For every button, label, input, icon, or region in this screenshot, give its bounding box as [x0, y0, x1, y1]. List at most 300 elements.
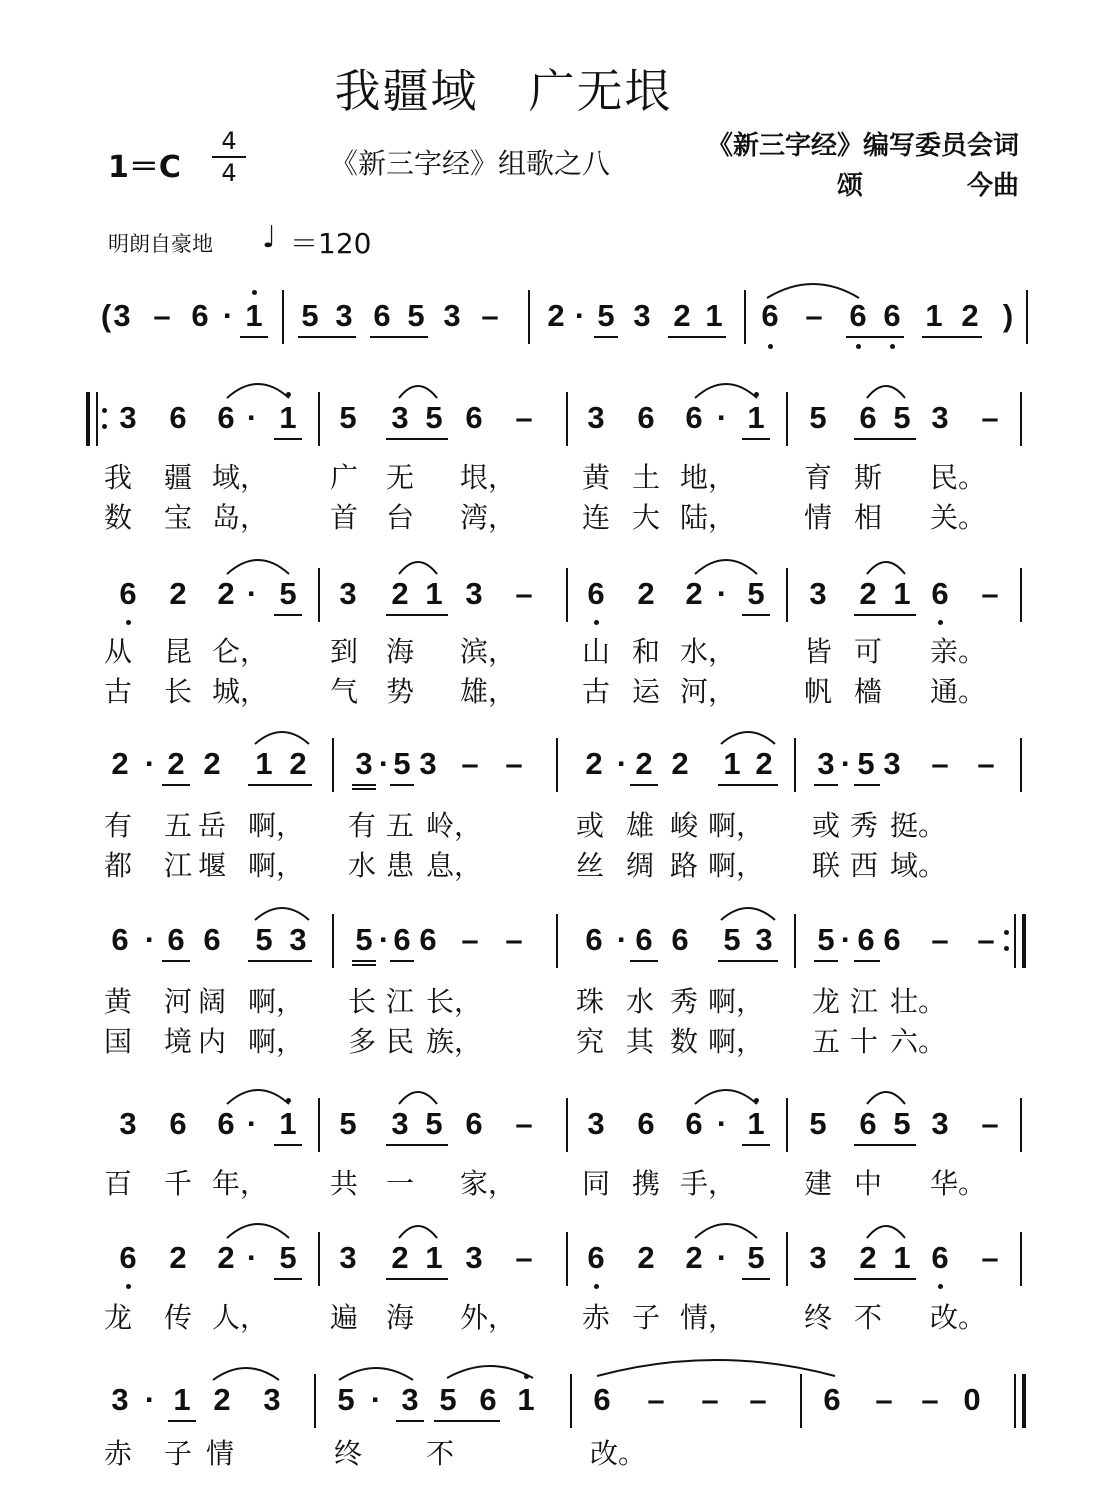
lyric-verse2: 国: [104, 1025, 133, 1058]
note: 1: [517, 1382, 535, 1417]
slur: [694, 382, 758, 400]
note: 0: [963, 1382, 981, 1417]
slur: [446, 1364, 534, 1380]
barline: [1022, 1374, 1026, 1428]
beam: [352, 788, 376, 790]
beam: [846, 336, 904, 338]
note: –: [701, 1382, 719, 1417]
note: 6: [637, 1106, 655, 1141]
note: 1: [425, 1240, 443, 1275]
barline: [786, 392, 788, 446]
lyric-verse2: 数: [670, 1025, 699, 1058]
lyric-verse1: 终: [804, 1301, 833, 1334]
beam: [274, 614, 302, 616]
slur: [866, 560, 906, 576]
note: 1: [705, 298, 723, 333]
lyric-verse1: 育: [804, 461, 833, 494]
lyric-verse2: 古: [104, 675, 133, 708]
octave-dot: [754, 1098, 759, 1103]
note: 2: [859, 1240, 877, 1275]
beam: [594, 336, 618, 338]
lyric-verse2: 内: [198, 1025, 227, 1058]
note: –: [921, 1382, 939, 1417]
note: ·: [840, 922, 852, 957]
note: 6: [857, 922, 875, 957]
lyric-verse1: 水: [626, 985, 655, 1018]
title-part-1: 我疆域: [334, 64, 479, 118]
lyric-verse2: 湾，: [460, 501, 517, 534]
beam: [630, 960, 658, 962]
barline: [1020, 1098, 1022, 1152]
beam: [854, 438, 916, 440]
note: 6: [931, 1240, 949, 1275]
note: 5: [893, 400, 911, 435]
note: 6: [823, 1382, 841, 1417]
note: 5: [747, 1240, 765, 1275]
note: ·: [616, 746, 628, 781]
note: 2: [635, 746, 653, 781]
barline: [318, 1098, 320, 1152]
note: –: [981, 400, 999, 435]
barline: [96, 392, 98, 446]
lyric-verse2: 雄，: [460, 675, 517, 708]
lyric-verse2: 啊，: [708, 849, 765, 882]
note: 3: [289, 922, 307, 957]
note: 5: [809, 1106, 827, 1141]
lyric-verse1: 到: [330, 635, 359, 668]
lyric-verse1: 挺。: [890, 809, 947, 842]
note: 5: [301, 298, 319, 333]
lyric-verse2: 啊，: [248, 1025, 305, 1058]
beam: [814, 960, 838, 962]
note: –: [515, 1240, 533, 1275]
lyric-verse1: 年，: [212, 1167, 269, 1200]
beam: [742, 614, 770, 616]
octave-dot: [524, 1374, 529, 1379]
note: 6: [465, 400, 483, 435]
note: 5: [809, 400, 827, 435]
note: 6: [203, 922, 221, 957]
lyric-verse2: 民: [386, 1025, 415, 1058]
lyric-verse1: 岭，: [426, 809, 483, 842]
beam: [352, 964, 376, 966]
note: 6: [859, 1106, 877, 1141]
note: 3: [391, 400, 409, 435]
note: 2: [859, 576, 877, 611]
beam: [248, 960, 312, 962]
note: 3: [401, 1382, 419, 1417]
octave-dot: [126, 1284, 131, 1289]
note: 2: [217, 576, 235, 611]
note: 2: [673, 298, 691, 333]
barline: [556, 738, 558, 792]
barline: [786, 1098, 788, 1152]
close-paren: ): [1002, 298, 1014, 333]
note: 2: [961, 298, 979, 333]
note: 1: [279, 1106, 297, 1141]
beam: [854, 1278, 916, 1280]
octave-dot: [102, 408, 107, 413]
lyric-verse1: 壮。: [890, 985, 947, 1018]
note: 6: [167, 922, 185, 957]
note: 1: [723, 746, 741, 781]
note: 3: [755, 922, 773, 957]
note: 6: [191, 298, 209, 333]
lyric-verse2: 河，: [680, 675, 737, 708]
note: 1: [255, 746, 273, 781]
note: 3: [391, 1106, 409, 1141]
subtitle: 《新三字经》组歌之八: [330, 147, 611, 180]
time-signature: [212, 128, 246, 186]
note: 6: [593, 1382, 611, 1417]
lyric-verse1: 龙: [812, 985, 841, 1018]
note: ·: [246, 576, 258, 611]
lyric-verse1: 啊，: [708, 809, 765, 842]
note: 5: [407, 298, 425, 333]
note: 6: [169, 1106, 187, 1141]
lyric-verse1: 子: [164, 1437, 193, 1470]
note: ·: [144, 746, 156, 781]
beam: [274, 1278, 302, 1280]
note: 6: [883, 922, 901, 957]
note: –: [977, 922, 995, 957]
note: 3: [419, 746, 437, 781]
lyric-verse1: 我: [104, 461, 133, 494]
note: 3: [931, 400, 949, 435]
lyric-verse1: 可: [854, 635, 883, 668]
note: 3: [587, 1106, 605, 1141]
note: 5: [279, 1240, 297, 1275]
beam: [854, 960, 880, 962]
lyric-verse2: 路: [670, 849, 699, 882]
note: 1: [747, 1106, 765, 1141]
lyric-verse2: 古: [582, 675, 611, 708]
barline: [566, 1232, 568, 1286]
lyric-verse2: 檣: [854, 675, 883, 708]
beam: [352, 784, 376, 786]
octave-dot: [594, 620, 599, 625]
beam: [386, 438, 448, 440]
note: –: [505, 746, 523, 781]
note: 6: [119, 576, 137, 611]
note: 2: [213, 1382, 231, 1417]
barline: [794, 914, 796, 968]
beam: [854, 1144, 916, 1146]
barline: [566, 1098, 568, 1152]
note: 3: [465, 576, 483, 611]
beam: [386, 614, 448, 616]
note: 3: [587, 400, 605, 435]
note: 3: [633, 298, 651, 333]
lyric-verse1: 江: [386, 985, 415, 1018]
slur: [226, 1088, 290, 1106]
lyric-verse1: 同: [582, 1167, 611, 1200]
beam: [298, 336, 356, 338]
barline: [570, 1374, 572, 1428]
note: –: [805, 298, 823, 333]
time-numerator: 4: [221, 127, 237, 155]
lyric-verse2: 患: [386, 849, 415, 882]
note: 1: [925, 298, 943, 333]
lyric-verse1: 秀: [670, 985, 699, 1018]
note: 1: [173, 1382, 191, 1417]
lyric-verse1: 黄: [582, 461, 611, 494]
octave-dot: [768, 344, 773, 349]
composer-credit: 颂 今曲: [836, 171, 1019, 201]
beam: [274, 1144, 302, 1146]
note: 6: [585, 922, 603, 957]
slur: [226, 382, 290, 400]
beam: [718, 784, 778, 786]
lyric-verse2: 大: [632, 501, 661, 534]
note: 5: [597, 298, 615, 333]
slur: [694, 1088, 758, 1106]
beam: [390, 960, 414, 962]
barline: [556, 914, 558, 968]
barline: [1022, 914, 1026, 968]
octave-dot: [890, 344, 895, 349]
lyric-verse2: 陆，: [680, 501, 737, 534]
lyric-verse1: 地，: [680, 461, 737, 494]
beam: [742, 438, 770, 440]
lyric-verse1: 情: [206, 1437, 235, 1470]
beam: [162, 960, 190, 962]
note: 3: [263, 1382, 281, 1417]
note: 2: [289, 746, 307, 781]
lyric-verse2: 六。: [890, 1025, 947, 1058]
note: 2: [167, 746, 185, 781]
note: 3: [809, 576, 827, 611]
note: 5: [255, 922, 273, 957]
lyric-verse1: 水，: [680, 635, 737, 668]
note: 3: [119, 400, 137, 435]
barline: [800, 1374, 802, 1428]
slur: [866, 1224, 906, 1240]
beam: [248, 784, 312, 786]
lyric-verse2: 绸: [626, 849, 655, 882]
slur: [398, 1224, 438, 1240]
lyric-verse2: 都: [104, 849, 133, 882]
note: –: [981, 576, 999, 611]
beam: [742, 1144, 770, 1146]
note: –: [515, 576, 533, 611]
note: 3: [817, 746, 835, 781]
note: –: [981, 1240, 999, 1275]
note: 1: [245, 298, 263, 333]
time-denominator: 4: [221, 159, 237, 187]
octave-dot: [252, 290, 257, 295]
beam: [814, 784, 838, 786]
lyric-verse1: 五: [386, 809, 415, 842]
lyric-verse2: 长: [164, 675, 193, 708]
lyric-verse1: 海: [386, 1301, 415, 1334]
beam: [434, 1420, 500, 1422]
lyric-verse1: 仑，: [212, 635, 269, 668]
note: 5: [425, 400, 443, 435]
note: 5: [747, 576, 765, 611]
barline: [1014, 914, 1016, 968]
lyric-verse1: 情，: [680, 1301, 737, 1334]
lyric-verse1: 阔: [198, 985, 227, 1018]
note: 3: [119, 1106, 137, 1141]
note: 6: [635, 922, 653, 957]
note: ·: [716, 1106, 728, 1141]
octave-dot: [938, 620, 943, 625]
lyric-verse1: 秀: [850, 809, 879, 842]
beam: [168, 1420, 196, 1422]
note: 3: [809, 1240, 827, 1275]
lyric-verse2: 台: [386, 501, 415, 534]
note: 2: [169, 1240, 187, 1275]
note: ·: [144, 1382, 156, 1417]
note: 2: [685, 576, 703, 611]
lyric-verse1: 手，: [680, 1167, 737, 1200]
note: –: [931, 922, 949, 957]
lyric-verse2: 五: [812, 1025, 841, 1058]
lyric-verse2: 啊，: [708, 1025, 765, 1058]
note: ·: [378, 746, 390, 781]
barline: [1020, 392, 1022, 446]
lyric-verse2: 其: [626, 1025, 655, 1058]
note: 6: [761, 298, 779, 333]
note: 6: [931, 576, 949, 611]
note: 3: [883, 746, 901, 781]
note: 2: [685, 1240, 703, 1275]
note: 6: [119, 1240, 137, 1275]
note: ·: [716, 400, 728, 435]
note: ·: [246, 1106, 258, 1141]
lyric-verse1: 或: [576, 809, 605, 842]
note: 2: [585, 746, 603, 781]
note: 6: [883, 298, 901, 333]
slur: [338, 1366, 414, 1382]
octave-dot: [1004, 930, 1009, 935]
lyric-verse2: 相: [854, 501, 883, 534]
note: ·: [246, 400, 258, 435]
barline: [1020, 738, 1022, 792]
note: 2: [391, 576, 409, 611]
note: 5: [355, 922, 373, 957]
note: 6: [419, 922, 437, 957]
lyric-verse1: 啊，: [248, 809, 305, 842]
lyric-verse1: 域，: [212, 461, 269, 494]
lyric-verse1: 皆: [804, 635, 833, 668]
lyric-verse1: 亲。: [930, 635, 987, 668]
octave-dot: [126, 620, 131, 625]
tempo-marking: 明朗自豪地: [108, 232, 213, 256]
note: 6: [685, 400, 703, 435]
lyric-verse2: 情: [804, 501, 833, 534]
note: 6: [587, 1240, 605, 1275]
lyric-verse1: 千: [164, 1167, 193, 1200]
lyric-verse2: 连: [582, 501, 611, 534]
note: –: [749, 1382, 767, 1417]
lyric-verse1: 不: [854, 1301, 883, 1334]
lyric-verse1: 改。: [590, 1437, 647, 1470]
lyric-verse2: 水: [348, 849, 377, 882]
slur: [720, 730, 776, 746]
octave-dot: [102, 424, 107, 429]
lyric-verse1: 疆: [164, 461, 193, 494]
lyric-verse1: 有: [104, 809, 133, 842]
octave-dot: [1004, 946, 1009, 951]
beam: [854, 614, 916, 616]
lyric-verse1: 黄: [104, 985, 133, 1018]
note: –: [505, 922, 523, 957]
lyric-verse1: 长: [348, 985, 377, 1018]
slur: [866, 1090, 906, 1106]
lyric-verse2: 息，: [426, 849, 483, 882]
lyric-verse1: 峻: [670, 809, 699, 842]
slur: [254, 906, 310, 922]
lyric-verse1: 五: [164, 809, 193, 842]
barline: [318, 392, 320, 446]
note: ·: [144, 922, 156, 957]
lyric-verse1: 或: [812, 809, 841, 842]
note: ·: [616, 922, 628, 957]
lyric-verse1: 外，: [460, 1301, 517, 1334]
lyric-verse2: 首: [330, 501, 359, 534]
lyricist-credit: 《新三字经》编写委员会词: [706, 131, 1019, 161]
note: –: [875, 1382, 893, 1417]
slur: [212, 1366, 280, 1382]
lyric-verse1: 中: [854, 1167, 883, 1200]
note: 2: [111, 746, 129, 781]
beam: [162, 784, 190, 786]
lyric-verse1: 昆: [164, 635, 193, 668]
tempo-value: ＝120: [290, 227, 372, 260]
beam: [854, 784, 880, 786]
note: ·: [222, 298, 234, 333]
barline: [332, 738, 334, 792]
note: 6: [217, 1106, 235, 1141]
note: –: [515, 1106, 533, 1141]
barline: [744, 290, 746, 344]
barline: [794, 738, 796, 792]
lyric-verse1: 一: [386, 1167, 415, 1200]
octave-dot: [594, 1284, 599, 1289]
lyric-verse1: 不: [426, 1437, 455, 1470]
note: 1: [279, 400, 297, 435]
note: 1: [893, 576, 911, 611]
note: ·: [840, 746, 852, 781]
note: ·: [378, 922, 390, 957]
note: 1: [425, 576, 443, 611]
beam: [386, 1144, 448, 1146]
lyric-verse1: 斯: [854, 461, 883, 494]
note: 5: [817, 922, 835, 957]
barline: [1026, 290, 1028, 344]
note: 3: [335, 298, 353, 333]
note: 1: [747, 400, 765, 435]
note: 6: [671, 922, 689, 957]
note: 5: [893, 1106, 911, 1141]
beam: [352, 960, 376, 962]
lyric-verse2: 势: [386, 675, 415, 708]
slur: [398, 384, 438, 400]
note: 5: [339, 1106, 357, 1141]
note: 3: [465, 1240, 483, 1275]
lyric-verse2: 十: [850, 1025, 879, 1058]
note: –: [931, 746, 949, 781]
lyric-verse1: 共: [330, 1167, 359, 1200]
lyric-verse1: 海: [386, 635, 415, 668]
lyric-verse1: 垠，: [460, 461, 517, 494]
lyric-verse2: 数: [104, 501, 133, 534]
slur: [694, 1222, 758, 1240]
note: ·: [370, 1382, 382, 1417]
barline: [786, 1232, 788, 1286]
